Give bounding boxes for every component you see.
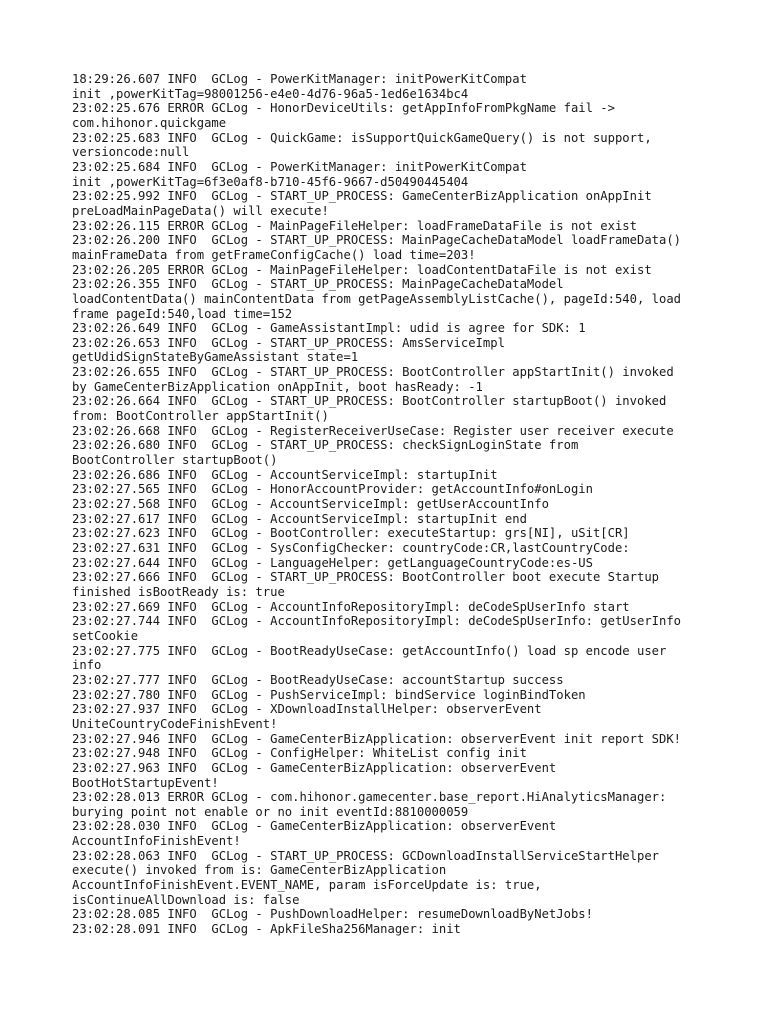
log-line: 23:02:26.653 INFO GCLog - START_UP_PROCESS: AmsServiceImpl [72,335,505,350]
log-line: 23:02:27.780 INFO GCLog - PushServiceImpl: bindService loginBindToken [72,687,586,702]
log-line: 23:02:27.946 INFO GCLog - GameCenterBizApplication: observerEvent init report SDK! [72,731,682,746]
log-line: 23:02:27.775 INFO GCLog - BootReadyUseCase: getAccountInfo() load sp encode user [72,643,667,658]
log-line: frame pageId:540,load time=152 [72,306,293,321]
log-line: 23:02:27.617 INFO GCLog - AccountServiceImpl: startupInit end [72,511,527,526]
log-line: 23:02:27.644 INFO GCLog - LanguageHelper: getLanguageCountryCode:es-US [72,555,593,570]
log-line: BootHotStartupEvent! [72,775,219,790]
log-line: 23:02:25.992 INFO GCLog - START_UP_PROCESS: GameCenterBizApplication onAppInit [72,189,652,204]
log-line: 23:02:27.623 INFO GCLog - BootController: executeStartup: grs[NI], uSit[CR] [72,526,630,541]
log-line: 23:02:28.091 INFO GCLog - ApkFileSha256Manager: init [72,922,461,937]
log-line: 23:02:27.631 INFO GCLog - SysConfigChecker: countryCode:CR,lastCountryCode: [72,541,630,555]
log-line: 23:02:28.063 INFO GCLog - START_UP_PROCESS: GCDownloadInstallServiceStartHelper [72,848,659,863]
log-line: finished isBootReady is: true [72,584,285,599]
log-line: 23:02:26.668 INFO GCLog - RegisterReceiverUseCase: Register user receiver execute [72,423,674,438]
log-line: loadContentData() mainContentData from getPageAssemblyListCache(), pageId:540, load [72,291,682,306]
log-line: isContinueAllDownload is: false [72,892,300,907]
log-line: execute() invoked from is: GameCenterBizApplication [72,863,447,878]
log-line: 23:02:26.200 INFO GCLog - START_UP_PROCESS: MainPageCacheDataModel loadFrameData() [72,233,682,248]
log-line: 23:02:27.744 INFO GCLog - AccountInfoRepositoryImpl: deCodeSpUserInfo: getUserInfo [72,614,682,629]
log-line: init ,powerKitTag=6f3e0af8-b710-45f6-9667-d50490445404 [72,174,469,189]
log-line: info [72,658,102,673]
log-line: by GameCenterBizApplication onAppInit, boot hasReady: -1 [72,379,483,394]
log-line: 23:02:27.963 INFO GCLog - GameCenterBizApplication: observerEvent [72,760,557,775]
log-line: AccountInfoFinishEvent! [72,834,241,849]
log-line: 23:02:28.013 ERROR GCLog - com.hihonor.gamecenter.base_report.HiAnalyticsManager: [72,790,667,805]
log-line: BootController startupBoot() [72,453,278,468]
log-line: 23:02:28.030 INFO GCLog - GameCenterBizApplication: observerEvent [72,819,557,834]
log-line: setCookie [72,628,139,643]
log-line: 23:02:26.686 INFO GCLog - AccountServiceImpl: startupInit [72,467,498,482]
log-line: preLoadMainPageData() will execute! [72,203,329,218]
log-line: versioncode:null [72,145,190,160]
log-line: AccountInfoFinishEvent.EVENT_NAME, param isForceUpdate is: true, [72,878,542,893]
log-line: 23:02:25.684 INFO GCLog - PowerKitManager: initPowerKitCompat [72,159,527,174]
log-line: 23:02:26.649 INFO GCLog - GameAssistantImpl: udid is agree for SDK: 1 [72,321,586,336]
log-line: from: BootController appStartInit() [72,409,329,424]
log-line: 23:02:28.085 INFO GCLog - PushDownloadHelper: resumeDownloadByNetJobs! [72,907,593,922]
log-line: 23:02:27.669 INFO GCLog - AccountInfoRepositoryImpl: deCodeSpUserInfo start [72,599,630,614]
log-line: 23:02:26.655 INFO GCLog - START_UP_PROCESS: BootController appStartInit() invoked [72,365,674,380]
log-line: 18:29:26.607 INFO GCLog - PowerKitManager: initPowerKitCompat [72,72,527,86]
log-line: 23:02:27.948 INFO GCLog - ConfigHelper: WhiteList config init [72,746,527,761]
log-line: 23:02:27.937 INFO GCLog - XDownloadInstallHelper: observerEvent [72,702,542,717]
log-line: 23:02:26.664 INFO GCLog - START_UP_PROCESS: BootController startupBoot() invoked [72,394,667,409]
log-line: 23:02:25.683 INFO GCLog - QuickGame: isSupportQuickGameQuery() is not support, [72,130,652,145]
log-line: 23:02:27.666 INFO GCLog - START_UP_PROCESS: BootController boot execute Startup [72,570,659,585]
log-line: UniteCountryCodeFinishEvent! [72,716,278,731]
log-line: 23:02:26.205 ERROR GCLog - MainPageFileHelper: loadContentDataFile is not exist [72,262,652,277]
log-line: getUdidSignStateByGameAssistant state=1 [72,350,359,365]
log-line: burying point not enable or no init eventId:8810000059 [72,804,469,819]
log-line: 23:02:27.568 INFO GCLog - AccountServiceImpl: getUserAccountInfo [72,497,549,512]
log-line: init ,powerKitTag=98001256-e4e0-4d76-96a5-1ed6e1634bc4 [72,86,469,101]
log-line: 23:02:25.676 ERROR GCLog - HonorDeviceUtils: getAppInfoFromPkgName fail -> [72,101,615,116]
log-line: mainFrameData from getFrameConfigCache() load time=203! [72,247,476,262]
log-line: 23:02:26.115 ERROR GCLog - MainPageFileHelper: loadFrameDataFile is not exist [72,218,637,233]
log-line: 23:02:26.355 INFO GCLog - START_UP_PROCESS: MainPageCacheDataModel [72,277,564,292]
log-document [72,72,712,937]
log-line: 23:02:27.777 INFO GCLog - BootReadyUseCase: accountStartup success [72,672,564,687]
log-line: 23:02:27.565 INFO GCLog - HonorAccountProvider: getAccountInfo#onLogin [72,482,593,497]
log-line: 23:02:26.680 INFO GCLog - START_UP_PROCESS: checkSignLoginState from [72,438,579,453]
log-line: com.hihonor.quickgame [72,115,227,130]
